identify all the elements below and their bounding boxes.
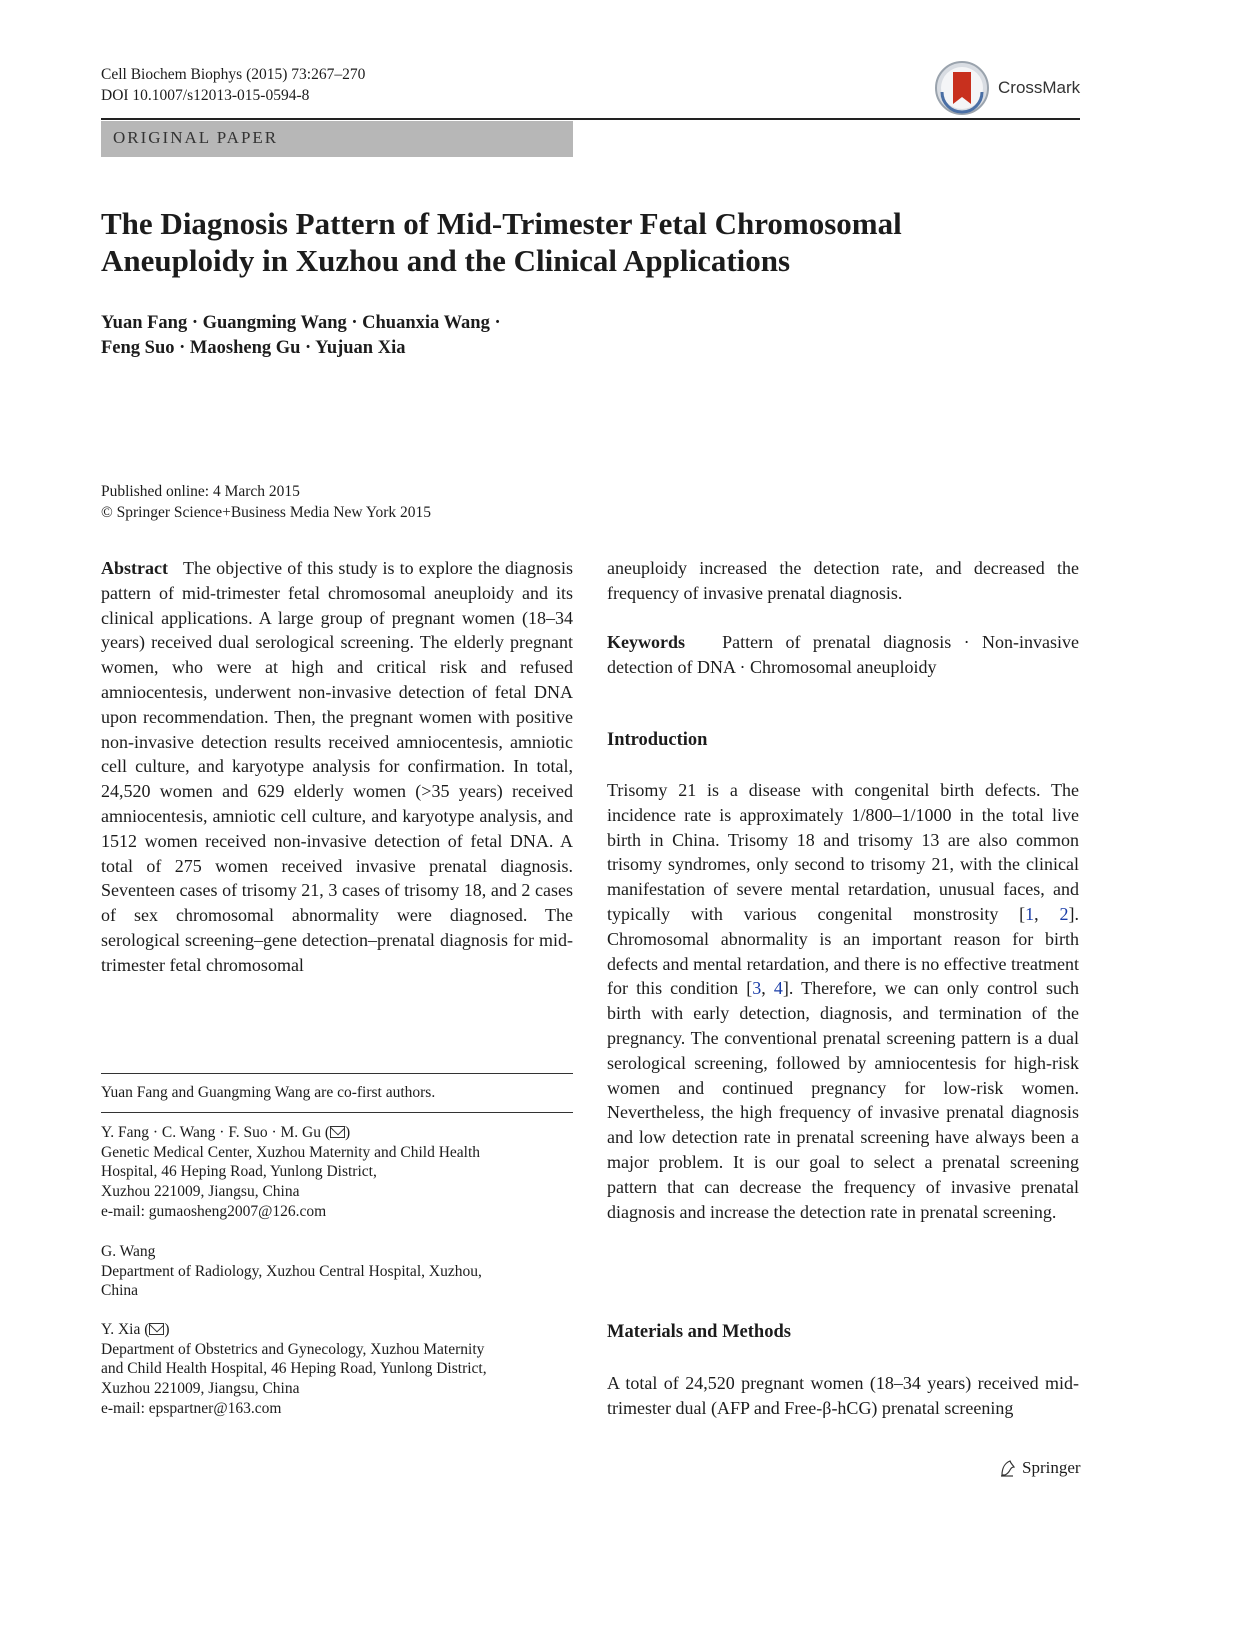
authors-line-2: Feng Suo · Maosheng Gu · Yujuan Xia [101, 338, 406, 358]
affiliation-3-names: Y. Xia ( ) [101, 1321, 170, 1338]
copyright: © Springer Science+Business Media New York 2015 [101, 504, 432, 521]
intro-text-2: ]. Chromosomal abnormality is an important reason for birth defects and mental retardation, and there is no effective treatment for this condition [ [607, 903, 1079, 999]
affiliation-1-email[interactable]: e-mail: gumaosheng2007@126.com [101, 1202, 327, 1220]
keywords [607, 630, 1079, 680]
citation-link-1[interactable]: 1 [1025, 903, 1035, 924]
journal-citation [101, 64, 365, 106]
author-list [101, 311, 621, 361]
citation-link-4[interactable]: 4 [773, 978, 783, 999]
crossmark-icon [934, 60, 990, 116]
paper-title [101, 205, 1101, 279]
citation-link-3[interactable]: 3 [752, 978, 762, 999]
footnote-rule-bottom [101, 1112, 573, 1113]
section-badge-label: ORIGINAL PAPER [113, 128, 279, 147]
envelope-icon [149, 1323, 164, 1335]
intro-sep-2: , [761, 978, 774, 999]
intro-sep-1: , [1034, 903, 1060, 924]
publication-info [101, 481, 431, 523]
affiliation-2 [101, 1242, 573, 1301]
springer-horse-icon [998, 1458, 1018, 1478]
publisher-name: Springer [1022, 1458, 1081, 1477]
affiliation-1-line-1: Genetic Medical Center, Xuzhou Maternity and Child Health [101, 1143, 481, 1161]
affiliation-3-email[interactable]: e-mail: epspartner@163.com [101, 1399, 282, 1417]
title-line-2: Aneuploidy in Xuzhou and the Clinical Applications [101, 243, 791, 278]
affiliation-3-line-2: and Child Health Hospital, 46 Heping Road, Yunlong District, [101, 1360, 487, 1378]
methods-heading: Materials and Methods [607, 1322, 791, 1342]
crossmark-logo[interactable] [934, 60, 1084, 116]
affiliation-3-line-1: Department of Obstetrics and Gynecology, Xuzhou Maternity [101, 1340, 485, 1358]
publisher-logo [998, 1458, 1081, 1478]
keywords-label: Keywords [607, 632, 685, 652]
affiliation-1-line-3: Xuzhou 221009, Jiangsu, China [101, 1183, 300, 1201]
affiliation-1 [101, 1123, 573, 1222]
affiliation-1-line-2: Hospital, 46 Heping Road, Yunlong District, [101, 1163, 377, 1181]
abstract-label: Abstract [101, 558, 168, 578]
affiliation-3-line-3: Xuzhou 221009, Jiangsu, China [101, 1380, 300, 1398]
affiliation-3 [101, 1320, 573, 1419]
introduction-body [607, 778, 1079, 1224]
abstract-continuation: aneuploidy increased the detection rate, and decreased the frequency of invasive prenatal diagnosis. [607, 558, 1079, 603]
cofirst-note: Yuan Fang and Guangming Wang are co-first authors. [101, 1084, 436, 1101]
published-date: Published online: 4 March 2015 [101, 483, 300, 500]
section-badge [101, 121, 573, 157]
affiliation-2-names: G. Wang [101, 1243, 156, 1260]
envelope-icon [330, 1126, 345, 1138]
header-rule [101, 118, 1080, 120]
doi-line: DOI 10.1007/s12013-015-0594-8 [101, 87, 310, 104]
journal-line: Cell Biochem Biophys (2015) 73:267–270 [101, 66, 366, 83]
affiliation-1-names: Y. Fang · C. Wang · F. Suo · M. Gu ( ) [101, 1124, 351, 1141]
authors-line-1: Yuan Fang · Guangming Wang · Chuanxia Wang · [101, 313, 501, 333]
crossmark-label: CrossMark [998, 78, 1081, 97]
citation-link-2[interactable]: 2 [1059, 903, 1069, 924]
abstract-text: The objective of this study is to explore the diagnosis pattern of mid-trimester fetal chromosomal aneuploidy and its clinical applications. A large group of pregnant women (18–34 years) received dual serological screening. The elderly pregnant women, who were at high and critical risk and refused amniocentesis, underwent non-invasive detection of fetal DNA upon recommendation. Then, the pregnant women with positive non-invasive detection results received amniocentesis, amniotic cell culture, and karyotype analysis for confirmation. In total, 24,520 women and 629 elderly women (>35 years) received amniocentesis, amniotic cell culture, and karyotype analysis, and 1512 women received non-invasive detection of fetal DNA. A total of 275 women received invasive prenatal diagnosis. Seventeen cases of trisomy 21, 3 cases of trisomy 18, and 2 cases of sex chromosomal abnormality were diagnosed. The serological screening–gene detection–prenatal diagnosis for mid-trimester fetal chromosomal [101, 558, 573, 975]
intro-text-3: ]. Therefore, we can only control such birth with early detection, diagnosis, and termination of the pregnancy. The conventional prenatal screening pattern is a dual serological screening, followed by amniocentesis for high-risk women and continued pregnancy for low-risk women. Nevertheless, the high frequency of invasive prenatal diagnosis and low detection rate in prenatal screening have always been a major problem. It is our goal to select a prenatal screening pattern that can decrease the frequency of invasive prenatal diagnosis and increase the detection rate in prenatal screening. [607, 978, 1080, 1222]
affiliation-2-line-1: Department of Radiology, Xuzhou Central Hospital, Xuzhou, [101, 1262, 482, 1280]
footnote-rule-top [101, 1073, 573, 1074]
title-line-1: The Diagnosis Pattern of Mid-Trimester Fetal Chromosomal [101, 206, 902, 241]
abstract [101, 556, 573, 978]
introduction-heading: Introduction [607, 730, 708, 750]
methods-body: A total of 24,520 pregnant women (18–34 years) received mid-trimester dual (AFP and Free-β-hCG) prenatal screening [607, 1373, 1079, 1418]
intro-text-1: Trisomy 21 is a disease with congenital birth defects. The incidence rate is approximately 1/800–1/1000 in the total live birth in China. Trisomy 18 and trisomy 13 are also common trisomy syndromes, only second to trisomy 21, with the clinical manifestation of severe mental retardation, unusual faces, and typically with various congenital monstrosity [ [607, 780, 1079, 924]
keywords-text: Pattern of prenatal diagnosis · Non-invasive detection of DNA · Chromosomal aneuploidy [607, 632, 1079, 677]
affiliation-2-line-2: China [101, 1282, 139, 1300]
